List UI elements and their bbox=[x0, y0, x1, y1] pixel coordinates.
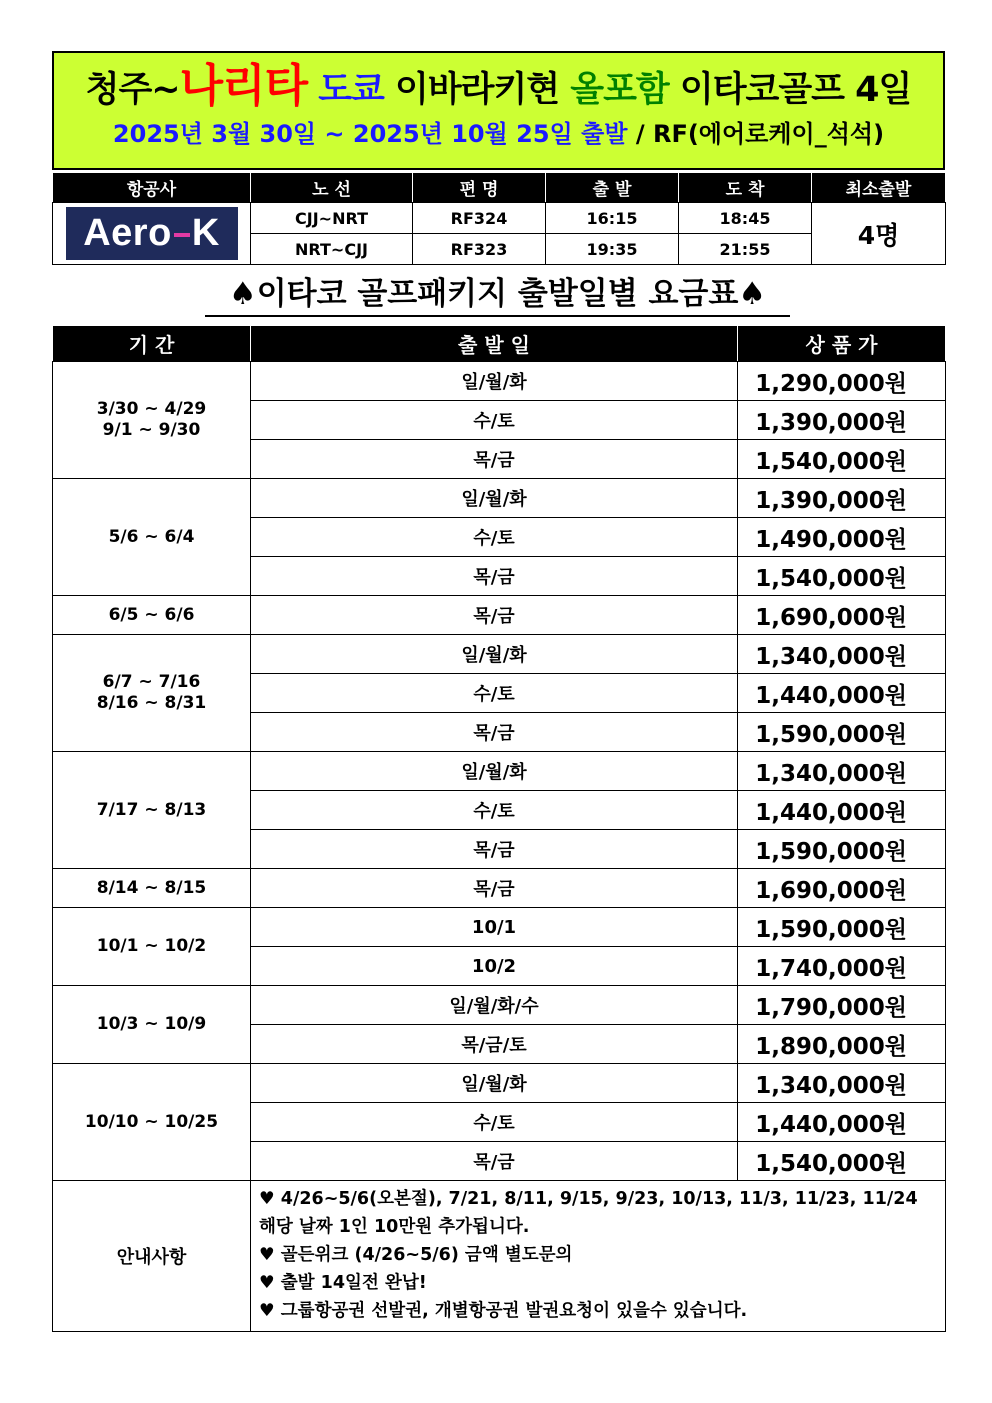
col-price: 상 품 가 bbox=[738, 326, 946, 362]
notice-item: ♥ 골든위크 (4/26~5/6) 금액 별도문의 bbox=[259, 1245, 573, 1265]
period-line: 6/7 ~ 7/16 bbox=[102, 672, 201, 692]
col-days: 출 발 일 bbox=[251, 326, 738, 362]
col-min-departure: 최소출발 bbox=[812, 173, 946, 203]
period-cell bbox=[53, 986, 251, 1064]
header-banner bbox=[52, 51, 945, 170]
fare-row bbox=[53, 869, 946, 908]
price-cell: 1,440,000원 bbox=[738, 791, 946, 830]
page-title bbox=[54, 59, 943, 113]
fare-row bbox=[53, 986, 946, 1025]
days-cell: 목/금 bbox=[251, 596, 738, 635]
price-cell: 1,540,000원 bbox=[738, 1142, 946, 1181]
period-cell bbox=[53, 869, 251, 908]
subtitle-airline: / RF(에어로케이_석석) bbox=[627, 120, 885, 148]
price-cell: 1,540,000원 bbox=[738, 440, 946, 479]
route-cell: CJJ~NRT bbox=[251, 203, 413, 234]
price-cell: 1,490,000원 bbox=[738, 518, 946, 557]
period-cell bbox=[53, 479, 251, 596]
days-cell: 수/토 bbox=[251, 791, 738, 830]
flight-cell: RF323 bbox=[413, 234, 546, 265]
fare-header-row bbox=[53, 326, 946, 362]
period-cell bbox=[53, 752, 251, 869]
flight-table bbox=[52, 172, 946, 265]
price-cell: 1,390,000원 bbox=[738, 401, 946, 440]
col-route: 노 선 bbox=[251, 173, 413, 203]
period-cell bbox=[53, 596, 251, 635]
period-line: 3/30 ~ 4/29 bbox=[96, 399, 207, 419]
arrive-cell: 18:45 bbox=[679, 203, 812, 234]
price-cell: 1,440,000원 bbox=[738, 1103, 946, 1142]
notice-list bbox=[251, 1181, 946, 1332]
notice-item: ♥ 출발 14일전 완납! bbox=[259, 1273, 427, 1293]
period-cell bbox=[53, 908, 251, 986]
period-cell bbox=[53, 1064, 251, 1181]
notice-row bbox=[53, 1181, 946, 1332]
days-cell: 목/금 bbox=[251, 1142, 738, 1181]
days-cell: 일/월/화/수 bbox=[251, 986, 738, 1025]
notice-item: ♥ 그룹항공권 선발권, 개별항공권 발권요청이 있을수 있습니다. bbox=[259, 1301, 748, 1321]
days-cell: 목/금 bbox=[251, 830, 738, 869]
days-cell: 일/월/화 bbox=[251, 479, 738, 518]
days-cell: 일/월/화 bbox=[251, 362, 738, 401]
price-cell: 1,890,000원 bbox=[738, 1025, 946, 1064]
days-cell: 10/1 bbox=[251, 908, 738, 947]
period-line: 7/17 ~ 8/13 bbox=[96, 799, 207, 820]
price-cell: 1,740,000원 bbox=[738, 947, 946, 986]
days-cell: 일/월/화 bbox=[251, 635, 738, 674]
period-line: 10/3 ~ 10/9 bbox=[96, 1014, 207, 1034]
price-cell: 1,690,000원 bbox=[738, 596, 946, 635]
days-cell: 일/월/화 bbox=[251, 1064, 738, 1103]
flight-cell: RF324 bbox=[413, 203, 546, 234]
period-cell bbox=[53, 362, 251, 479]
days-cell: 수/토 bbox=[251, 401, 738, 440]
price-cell: 1,590,000원 bbox=[738, 830, 946, 869]
fare-row bbox=[53, 479, 946, 518]
price-cell: 1,440,000원 bbox=[738, 674, 946, 713]
fare-row bbox=[53, 752, 946, 791]
days-cell: 수/토 bbox=[251, 518, 738, 557]
days-cell: 목/금 bbox=[251, 869, 738, 908]
col-period: 기 간 bbox=[53, 326, 251, 362]
days-cell: 수/토 bbox=[251, 674, 738, 713]
flight-row bbox=[53, 203, 946, 234]
flight-header-row bbox=[53, 173, 946, 203]
col-depart: 출 발 bbox=[546, 173, 679, 203]
price-cell: 1,290,000원 bbox=[738, 362, 946, 401]
notice-item: ♥ 4/26~5/6(오본절), 7/21, 8/11, 9/15, 9/23, 10/13, 11/3, 11/23, 11/24 bbox=[259, 1189, 918, 1209]
period-line: 9/1 ~ 9/30 bbox=[102, 420, 201, 440]
subtitle-dates: 2025년 3월 30일 ~ 2025년 10월 25일 출발 bbox=[112, 120, 628, 148]
price-cell: 1,790,000원 bbox=[738, 986, 946, 1025]
days-cell: 일/월/화 bbox=[251, 752, 738, 791]
period-cell bbox=[53, 635, 251, 752]
title-part: 올포함 bbox=[559, 70, 669, 110]
fare-row bbox=[53, 362, 946, 401]
fare-row bbox=[53, 596, 946, 635]
title-part: 이바라키현 bbox=[383, 70, 560, 110]
notice-label: 안내사항 bbox=[53, 1181, 251, 1332]
period-line: 8/16 ~ 8/31 bbox=[96, 693, 207, 713]
period-line: 10/10 ~ 10/25 bbox=[84, 1111, 219, 1132]
fare-table bbox=[52, 325, 946, 1332]
route-cell: NRT~CJJ bbox=[251, 234, 413, 265]
title-part: 이타코골프 4일 bbox=[668, 70, 912, 110]
title-part: 청주~ bbox=[85, 70, 180, 110]
min-departure-value: 4명 bbox=[812, 203, 946, 265]
price-cell: 1,540,000원 bbox=[738, 557, 946, 596]
price-cell: 1,690,000원 bbox=[738, 869, 946, 908]
period-line: 6/5 ~ 6/6 bbox=[108, 604, 195, 625]
days-cell: 목/금 bbox=[251, 557, 738, 596]
price-cell: 1,590,000원 bbox=[738, 908, 946, 947]
fare-body bbox=[53, 362, 946, 1332]
period-line: 8/14 ~ 8/15 bbox=[96, 877, 207, 898]
days-cell: 목/금 bbox=[251, 713, 738, 752]
aerok-logo: Aero K bbox=[66, 207, 238, 260]
col-airline: 항공사 bbox=[53, 173, 251, 203]
fare-row bbox=[53, 1064, 946, 1103]
col-flight: 편 명 bbox=[413, 173, 546, 203]
arrive-cell: 21:55 bbox=[679, 234, 812, 265]
days-cell: 목/금 bbox=[251, 440, 738, 479]
price-cell: 1,340,000원 bbox=[738, 752, 946, 791]
title-part: 도쿄 bbox=[307, 70, 384, 110]
price-cell: 1,340,000원 bbox=[738, 1064, 946, 1103]
price-cell: 1,340,000원 bbox=[738, 635, 946, 674]
days-cell: 10/2 bbox=[251, 947, 738, 986]
period-line: 10/1 ~ 10/2 bbox=[96, 936, 207, 956]
price-cell: 1,590,000원 bbox=[738, 713, 946, 752]
period-line: 5/6 ~ 6/4 bbox=[108, 526, 195, 547]
section-title: ♠이타코 골프패키지 출발일별 요금표♠ bbox=[205, 273, 790, 317]
depart-cell: 16:15 bbox=[546, 203, 679, 234]
fare-row bbox=[53, 635, 946, 674]
title-part: 나리타 bbox=[179, 59, 308, 112]
depart-cell: 19:35 bbox=[546, 234, 679, 265]
price-cell: 1,390,000원 bbox=[738, 479, 946, 518]
col-arrive: 도 착 bbox=[679, 173, 812, 203]
fare-row bbox=[53, 908, 946, 947]
page-subtitle bbox=[54, 119, 943, 149]
days-cell: 목/금/토 bbox=[251, 1025, 738, 1064]
airline-logo-cell bbox=[53, 203, 251, 265]
notice-item: 해당 날짜 1인 10만원 추가됩니다. bbox=[259, 1217, 530, 1237]
days-cell: 수/토 bbox=[251, 1103, 738, 1142]
